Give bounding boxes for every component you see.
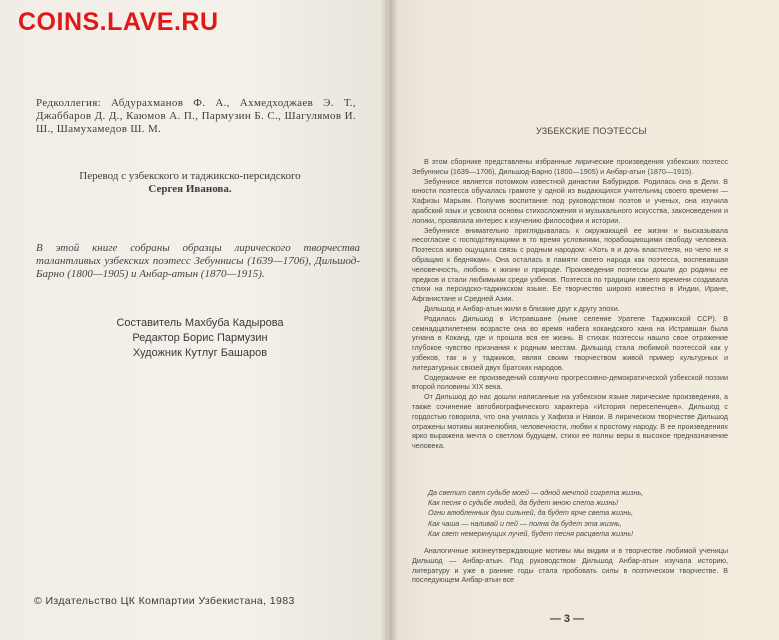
paragraph: В этом сборнике представлены избранные лирические произведения узбекских поэтесс Зебуннисы (1639—1706), Дильшод-Барно (1800—1905) и Анбар-атын (1870—1915).	[412, 157, 728, 176]
paragraph: От Дильшод до нас дошли написанные на узбекском языке лирические произведения, а также сочинение автобиографического характера «История переселенцев». Дильшод с гордостью говорила, что она училась у Хафиза и Навои. В лирическом творчестве Дильшод отражены мотивы жизнелюбия, человечности, любви к простому народу. В ее произведениях ярко выражена мечта о светлом будущем, стихи ее полны веры в высокое предназначение человека.	[412, 392, 728, 451]
poem-line: Как чаша — наливай и пей — полна да будет эта жизнь,	[428, 518, 622, 528]
paragraph: Аналогичные жизнеутверждающие мотивы мы видим и в творчестве любимой ученицы Дильшод — Анбар-атын. Под руководством Дильшод Анбар-атын изучала историю, литературу и уже в ранние годы стала пробовать силы в поэтическом творчестве. В последующем Анбар-атын все	[412, 546, 728, 585]
translator-name: Сергея Иванова.	[148, 183, 232, 195]
poem-line: Как свет немеркнущих лучей, будет песня расцвета жизнь!	[428, 528, 634, 538]
closing-text	[412, 546, 728, 585]
poem-line: Да светит свет судьбе моей — одной мечтой согрета жизнь,	[428, 488, 644, 497]
book-gutter	[380, 0, 398, 640]
paragraph: Родилась Дильшод в Истравшане (ныне селение Уратепе Таджикской ССР). В семнадцатилетнем возрасте она во время набега кокандского хана на Истравшан была угнана в Коканд, где и прошла вся ее жизнь. В стихах поэтессы нашло свое отражение глубокое чувство признания к родным местам. Дильшод стала любимой поэтессой как у узбеков, так и у таджиков, являя своим творчеством живой пример культурных и литературных связей двух братских народов.	[412, 313, 728, 372]
paragraph: Зебуннисе является потомком известной династии Бабуридов. Родилась она в Дели. В юности поэтесса обучалась грамоте у одной из выдающихся учительниц своего времени — Хафизы Марьям. Получив воспитание под руководством поэтов и ученых, она изучила арабский язык и усвоила основы стихосложения и музыкального искусства, законоведения и логики, проявляла интерес к изучению философии и истории.	[412, 176, 728, 225]
translation-line: Перевод с узбекского и таджикско-персидского	[79, 170, 301, 182]
paragraph: Зебуннисе внимательно приглядывалась к окружающей ее жизни и высказывала несогласие с господствующими в то время условиями, порабощающими свободу человека. Поэтесса живо ощущала связь с родным народом: «Хоть я и дочь властителя, но чело не я обращаю к беднякам». Она осталась в памяти своего народа как поэтесса, воспевавшая человечность, любовь к жизни и природе. Произведения поэтессы дошли до родины ее предков и стали любимыми среди узбеков. Поэтесса по традиции своего времени создавала стихи на персидско-таджикском языке. Ее творчество широко известно в Индии, Иране, Афганистане и Средней Азии.	[412, 225, 728, 304]
poem-line: Огни влюбленных душ сильней, да будет ярче света жизнь,	[428, 508, 634, 518]
section-title: УЗБЕКСКИЕ ПОЭТЕССЫ	[536, 126, 647, 136]
credits	[70, 316, 330, 361]
book-intro: В этой книге собраны образцы лирического творчества талантливых узбекских поэтесс Зебуннисы (1639—1706), Дильшод-Барно (1800—1905) и Анбар-атын (1870—1915).	[36, 242, 360, 280]
poem-line: Как песня о судьбе людей, да будет мною спета жизнь!	[428, 498, 619, 508]
paragraph: Дильшод и Анбар-атын жили в близкие друг к другу эпохи.	[424, 303, 620, 313]
credit-artist: Художник Кутлуг Башаров	[132, 347, 268, 359]
watermark: COINS.LAVE.RU	[18, 8, 219, 36]
essay-body	[412, 157, 728, 451]
editorial-board: Редколлегия: Абдурахманов Ф. А., Ахмедходжаев Э. Т., Джаббаров Д. Д., Каюмов А. П., Пармузин Б. С., Шагулямов И. Ш., Шамухамедов Ш. М.	[36, 97, 356, 135]
paragraph: Содержание ее произведений созвучно прогрессивно-демократической узбекской поэзии второй половины XIX века.	[412, 372, 728, 392]
page-number: — 3 —	[549, 613, 585, 625]
publisher-line: © Издательство ЦК Компартии Узбекистана, 1983	[34, 595, 295, 607]
credit-editor: Редактор Борис Пармузин	[132, 332, 268, 344]
credit-compiler: Составитель Махбуба Кадырова	[116, 317, 284, 329]
poem-excerpt	[428, 488, 728, 539]
translation-credit	[40, 170, 340, 196]
